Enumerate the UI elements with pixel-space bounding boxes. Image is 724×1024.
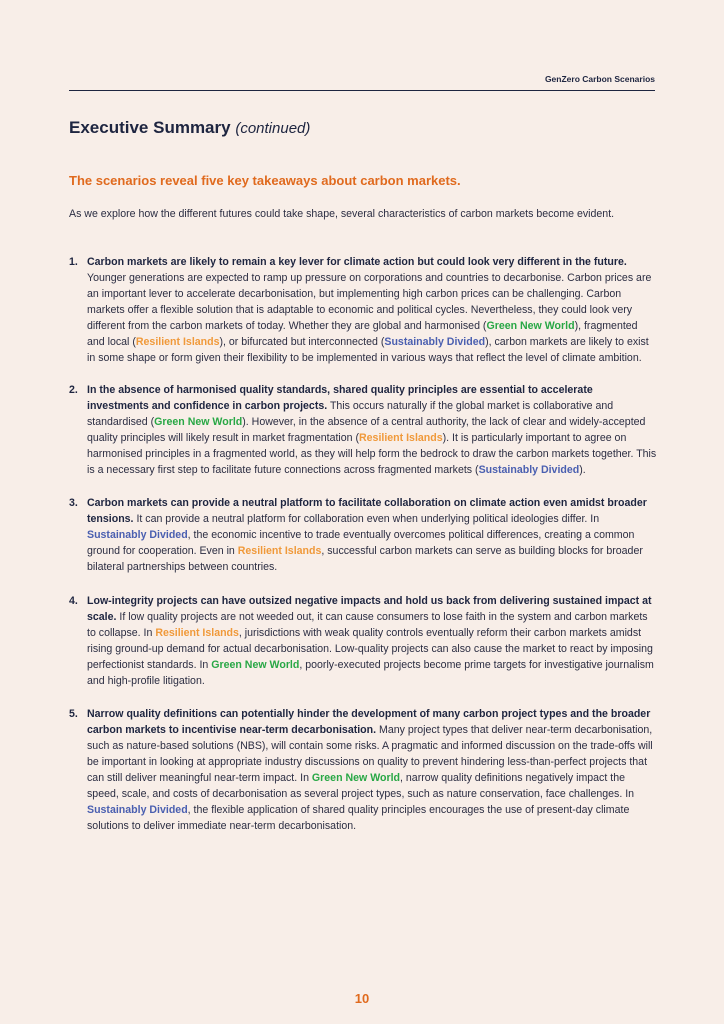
takeaway-body-text: , the flexible application of shared quality principles encourages the use of present-day climate solutions to deliver immediate near-term decarbonisation.: [87, 804, 630, 832]
title-main: Executive Summary: [69, 118, 231, 137]
scenario-green-new-world: Green New World: [486, 320, 575, 332]
takeaway-list: [69, 254, 657, 834]
intro-paragraph: As we explore how the different futures could take shape, several characteristics of carbon markets become evident.: [69, 208, 615, 220]
takeaway-body-text: ), or bifurcated but interconnected (: [219, 336, 385, 348]
takeaway-text: [87, 384, 656, 476]
scenario-green-new-world: Green New World: [311, 772, 401, 784]
takeaway-item: [69, 254, 657, 366]
scenario-sustainably-divided: Sustainably Divided: [87, 529, 188, 541]
scenario-resilient-islands: Resilient Islands: [135, 336, 220, 348]
takeaway-body-text: , successful carbon markets can serve as building blocks for broader bilateral partnerships between countries.: [87, 545, 643, 573]
takeaway-lead: In the absence of harmonised quality standards, shared quality principles are essential to accelerate investments and confidence in carbon projects.: [87, 384, 593, 412]
takeaway-number: 5.: [69, 708, 78, 720]
takeaway-lead: Low-integrity projects can have outsized negative impacts and hold us back from delivering sustained impact at scale.: [87, 595, 652, 623]
takeaway-body-text: , the economic incentive to trade eventually overcomes political differences, creating a common ground for cooperation. Even in: [87, 529, 635, 557]
takeaway-number: 3.: [69, 497, 78, 509]
takeaway-number: 4.: [69, 595, 78, 607]
takeaway-body-text: , poorly-executed projects become prime targets for investigative journalism and high-profile litigation.: [87, 659, 654, 687]
title-continued: (continued): [235, 120, 311, 137]
takeaway-body-text: Many project types that deliver near-term decarbonisation, such as nature-based solutions (NBS), will contain some risks. A pragmatic and informed discussion on the trade-offs will be important in looking at appropriate industry discussions on quality to prevent hindering less-than-perfect projects that can still deliver meaningful near-term impact. In: [87, 724, 653, 784]
scenario-resilient-islands: Resilient Islands: [155, 627, 239, 639]
scenario-resilient-islands: Resilient Islands: [237, 545, 322, 557]
scenario-sustainably-divided: Sustainably Divided: [87, 804, 188, 816]
takeaway-lead: Narrow quality definitions can potentially hinder the development of many carbon project types and the broader carbon markets to incentivise near-term decarbonisation.: [87, 708, 651, 736]
scenario-sustainably-divided: Sustainably Divided: [384, 336, 486, 348]
takeaway-lead: Carbon markets can provide a neutral platform to facilitate collaboration on climate action even amidst broader tensions.: [87, 497, 647, 525]
takeaway-text: [87, 256, 651, 364]
takeaway-body-text: If low quality projects are not weeded out, it can cause consumers to lose faith in the system and carbon markets to collapse. In: [87, 611, 648, 639]
takeaway-item: [69, 382, 657, 478]
running-header: GenZero Carbon Scenarios: [544, 74, 655, 84]
takeaway-body-text: ), carbon markets are likely to exist in some shape or form given their flexibility to be implemented in various ways that reflect the level of climate ambition.: [87, 336, 649, 364]
takeaway-body-text: ).: [579, 464, 586, 476]
takeaway-body-text: , narrow quality definitions negatively impact the speed, scale, and costs of decarbonisation as several project types, such as nature conservation, face challenges. In: [87, 772, 635, 800]
takeaway-lead: Carbon markets are likely to remain a key lever for climate action but could look very different in the future.: [87, 256, 627, 268]
scenario-sustainably-divided: Sustainably Divided: [478, 464, 580, 476]
takeaway-body-text: , jurisdictions with weak quality controls eventually reform their carbon markets amidst rising ground-up demand for actual decarbonisation. Low-quality projects can also cause the market to react by imposing perfectionist standards. In: [87, 627, 653, 671]
scenario-resilient-islands: Resilient Islands: [359, 432, 443, 444]
scenario-green-new-world: Green New World: [211, 659, 300, 671]
takeaway-item: [69, 593, 657, 689]
scenario-green-new-world: Green New World: [154, 416, 243, 428]
takeaway-body-text: It can provide a neutral platform for collaboration even when underlying political ideologies differ. In: [133, 513, 600, 525]
takeaway-number: 2.: [69, 384, 78, 396]
takeaway-body-text: ), fragmented and local (: [87, 320, 638, 348]
takeaway-number: 1.: [69, 256, 78, 268]
takeaway-item: [69, 495, 657, 575]
takeaway-text: [87, 595, 654, 687]
header-divider: [69, 90, 655, 91]
takeaway-body-text: This occurs naturally if the global market is collaborative and standardised (: [87, 400, 614, 428]
takeaway-body-text: Younger generations are expected to ramp up pressure on corporations and countries to decarbonise. Carbon prices are an important lever to accelerate decarbonisation, but implementing high carbon prices can be challenging. Carbon markets offer a flexible solution that is adaptable to economic and political cycles. Nevertheless, they could look very different from the carbon markets of today. Whether they are global and harmonised (: [87, 272, 652, 332]
takeaway-body-text: ). However, in the absence of a central authority, the lack of clear and widely-accepted quality principles will likely result in market fragmentation (: [87, 416, 646, 444]
section-subtitle: The scenarios reveal five key takeaways about carbon markets.: [69, 173, 461, 188]
page-number: 10: [354, 991, 370, 1006]
takeaway-body-text: ). It is particularly important to agree on harmonised principles in a fragmented world, as they will help form the bedrock to draw the carbon markets together. This is a necessary first step to facilitate future connections across fragmented markets (: [87, 432, 657, 476]
takeaway-item: [69, 706, 657, 834]
page-title: [69, 118, 310, 138]
takeaway-text: [87, 708, 653, 832]
takeaway-text: [87, 497, 647, 573]
